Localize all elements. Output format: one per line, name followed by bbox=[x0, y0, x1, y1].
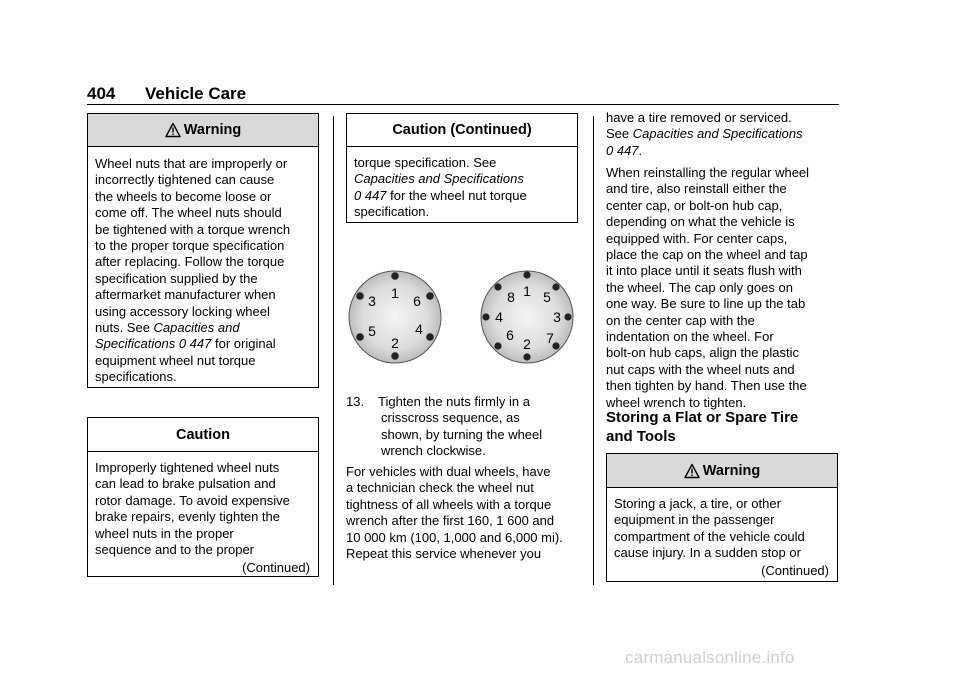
paragraph-line: For vehicles with dual wheels, have bbox=[346, 464, 551, 479]
warning-body bbox=[607, 488, 837, 579]
text-run: . bbox=[638, 142, 643, 158]
lug-nut bbox=[426, 333, 434, 341]
paragraph-line bbox=[606, 126, 842, 142]
paragraph-line: nut caps with the wheel nuts and bbox=[606, 361, 795, 377]
sequence-number: 1 bbox=[523, 283, 531, 299]
paragraph-line: place the cap on the wheel and tap bbox=[606, 247, 808, 263]
cross-reference-link[interactable]: Capacities and Specifications bbox=[354, 171, 524, 187]
caution-box-brake bbox=[87, 417, 319, 577]
paragraph-line: a technician check the wheel nut bbox=[346, 480, 534, 496]
paragraph-line: the wheel. The cap only goes on bbox=[606, 279, 793, 295]
caution-line bbox=[354, 188, 569, 204]
warning-line: cause injury. In a sudden stop or bbox=[614, 545, 801, 561]
warning-triangle-icon bbox=[165, 122, 181, 138]
sequence-number: 8 bbox=[507, 289, 515, 305]
paragraph-line: center cap, or bolt-on hub cap, bbox=[606, 197, 783, 213]
warning-box-wheel-nuts bbox=[87, 113, 319, 388]
paragraph-line: Repeat this service whenever you bbox=[346, 546, 542, 562]
lug-nut bbox=[564, 313, 571, 320]
text-run: for the wheel nut torque bbox=[386, 187, 527, 203]
section-subheading bbox=[606, 409, 842, 446]
page-reference[interactable]: 0 447 bbox=[175, 336, 212, 352]
warning-line bbox=[95, 320, 310, 336]
step-body bbox=[378, 394, 543, 460]
reinstall-paragraph bbox=[606, 165, 842, 411]
caution-continued-title: Caution (Continued) bbox=[392, 122, 532, 138]
paragraph-line: When reinstalling the regular wheel bbox=[606, 165, 810, 180]
text-run: nuts. See bbox=[95, 320, 154, 336]
paragraph-line: bolt-on hub caps, align the plastic bbox=[606, 345, 799, 361]
sequence-number: 6 bbox=[506, 327, 514, 343]
paragraph-line: depending on what the vehicle is bbox=[606, 214, 795, 230]
lug-nut bbox=[523, 353, 530, 360]
warning-line: after replacing. Follow the torque bbox=[95, 254, 285, 270]
six-lug-wheel bbox=[349, 271, 441, 363]
caution-line: torque specification. See bbox=[354, 155, 497, 170]
warning-header bbox=[88, 114, 318, 147]
sequence-number: 4 bbox=[415, 321, 423, 337]
sequence-number: 3 bbox=[368, 293, 376, 309]
lug-nut bbox=[356, 333, 364, 341]
paragraph-line: and tire, also reinstall either the bbox=[606, 181, 787, 197]
step-line: crisscross sequence, as bbox=[381, 410, 520, 426]
paragraph-line: on the center cap with the bbox=[606, 312, 755, 328]
lug-nut bbox=[426, 292, 434, 300]
caution-line: Improperly tightened wheel nuts bbox=[95, 460, 280, 475]
warning-title: Warning bbox=[183, 122, 242, 138]
subheading-line: Storing a Flat or Spare Tire bbox=[606, 409, 799, 426]
caution-continued-body bbox=[347, 147, 577, 221]
warning-header bbox=[607, 454, 837, 488]
paragraph-line: 10 000 km (100, 1,000 and 6,000 mi). bbox=[346, 529, 563, 545]
warning-line: compartment of the vehicle could bbox=[614, 528, 805, 544]
caution-line bbox=[354, 171, 569, 187]
cross-reference-link[interactable]: Specifications bbox=[95, 336, 176, 352]
paragraph-line: then tighten by hand. Then use the bbox=[606, 378, 807, 394]
lug-nut bbox=[494, 283, 501, 290]
page-reference[interactable]: 0 447 bbox=[354, 187, 387, 203]
warning-line: be tightened with a torque wrench bbox=[95, 221, 291, 237]
sequence-number: 6 bbox=[413, 293, 421, 309]
cross-reference-link[interactable]: Capacities and bbox=[153, 320, 240, 336]
wheel-nut-sequence-diagram bbox=[344, 262, 580, 370]
watermark-text: carmanualsonline.info bbox=[625, 648, 795, 667]
caution-continued-box bbox=[346, 113, 578, 223]
cross-reference-link[interactable]: Capacities and Specifications bbox=[632, 126, 803, 142]
caution-continued-header bbox=[347, 114, 577, 147]
step-line: Tighten the nuts firmly in a bbox=[378, 394, 530, 409]
sequence-number: 3 bbox=[553, 309, 561, 325]
caution-line: wheel nuts in the proper bbox=[95, 525, 234, 541]
warning-body bbox=[88, 147, 318, 386]
column-divider-left bbox=[333, 116, 334, 585]
paragraph-line: equipped with. For center caps, bbox=[606, 230, 788, 246]
caution-line: can lead to brake pulsation and bbox=[95, 476, 276, 492]
step-number: 13. bbox=[346, 394, 365, 409]
paragraph-line: wheel wrench to tighten. bbox=[606, 394, 747, 410]
header-rule bbox=[87, 104, 839, 105]
column-divider-right bbox=[593, 116, 594, 585]
lug-nut bbox=[494, 342, 501, 349]
warning-line: equipment in the passenger bbox=[614, 512, 775, 528]
warning-line: aftermarket manufacturer when bbox=[95, 287, 276, 303]
continued-label: (Continued) bbox=[242, 560, 310, 576]
warning-line: to the proper torque specification bbox=[95, 238, 285, 254]
sequence-number: 1 bbox=[391, 285, 399, 301]
paragraph-line: one way. Be sure to line up the tab bbox=[606, 296, 806, 312]
warning-title: Warning bbox=[702, 462, 761, 479]
warning-line: Storing a jack, a tire, or other bbox=[614, 496, 781, 511]
paragraph-line: it into place until it seats flush with bbox=[606, 263, 802, 279]
caution-line: sequence and to the proper bbox=[95, 542, 255, 558]
page-number: 404 bbox=[87, 84, 116, 103]
text-run: See bbox=[606, 126, 633, 142]
caution-line: specification. bbox=[354, 204, 430, 220]
step-line: shown, by turning the wheel bbox=[381, 426, 543, 442]
section-title: Vehicle Care bbox=[145, 84, 247, 103]
warning-line bbox=[95, 336, 310, 352]
caution-title: Caution bbox=[176, 426, 230, 443]
caution-header bbox=[88, 418, 318, 452]
warning-line: come off. The wheel nuts should bbox=[95, 205, 282, 221]
continued-label: (Continued) bbox=[761, 562, 829, 578]
serviced-paragraph bbox=[606, 110, 842, 159]
sequence-number: 7 bbox=[546, 330, 554, 346]
subheading-line: and Tools bbox=[606, 427, 676, 445]
dual-wheels-paragraph bbox=[346, 464, 590, 562]
lug-nut bbox=[523, 271, 530, 278]
paragraph-line bbox=[606, 143, 842, 159]
lug-nut bbox=[391, 272, 399, 280]
warning-line: specification supplied by the bbox=[95, 270, 258, 286]
warning-line: equipment wheel nut torque bbox=[95, 352, 256, 368]
paragraph-line: indentation on the wheel. For bbox=[606, 329, 774, 345]
step-line: wrench clockwise. bbox=[381, 443, 486, 459]
caution-body bbox=[88, 452, 318, 577]
lug-nut bbox=[356, 292, 364, 300]
lug-nut bbox=[552, 283, 559, 290]
sequence-number: 4 bbox=[495, 309, 503, 325]
page-reference[interactable]: 0 447 bbox=[606, 142, 639, 158]
step-13 bbox=[346, 394, 582, 464]
sequence-number: 5 bbox=[543, 289, 551, 305]
paragraph-line: tightness of all wheels with a torque bbox=[346, 496, 552, 512]
warning-line: specifications. bbox=[95, 369, 177, 385]
paragraph-line: wrench after the first 160, 1 600 and bbox=[346, 513, 555, 529]
text-run: for original bbox=[211, 336, 276, 352]
warning-triangle-icon bbox=[684, 463, 700, 479]
sequence-number: 2 bbox=[391, 335, 399, 351]
warning-box-storage bbox=[606, 453, 838, 582]
warning-line: incorrectly tightened can cause bbox=[95, 172, 275, 188]
caution-line: rotor damage. To avoid expensive bbox=[95, 492, 290, 508]
lug-nut bbox=[482, 313, 489, 320]
lug-nut bbox=[391, 352, 399, 360]
eight-lug-wheel bbox=[481, 271, 573, 363]
caution-line: brake repairs, evenly tighten the bbox=[95, 509, 280, 525]
warning-line: using accessory locking wheel bbox=[95, 303, 270, 319]
warning-line: Wheel nuts that are improperly or bbox=[95, 156, 288, 171]
sequence-number: 2 bbox=[523, 336, 531, 352]
paragraph-line: have a tire removed or serviced. bbox=[606, 110, 792, 125]
sequence-number: 5 bbox=[368, 323, 376, 339]
warning-line: the wheels to become loose or bbox=[95, 188, 272, 204]
